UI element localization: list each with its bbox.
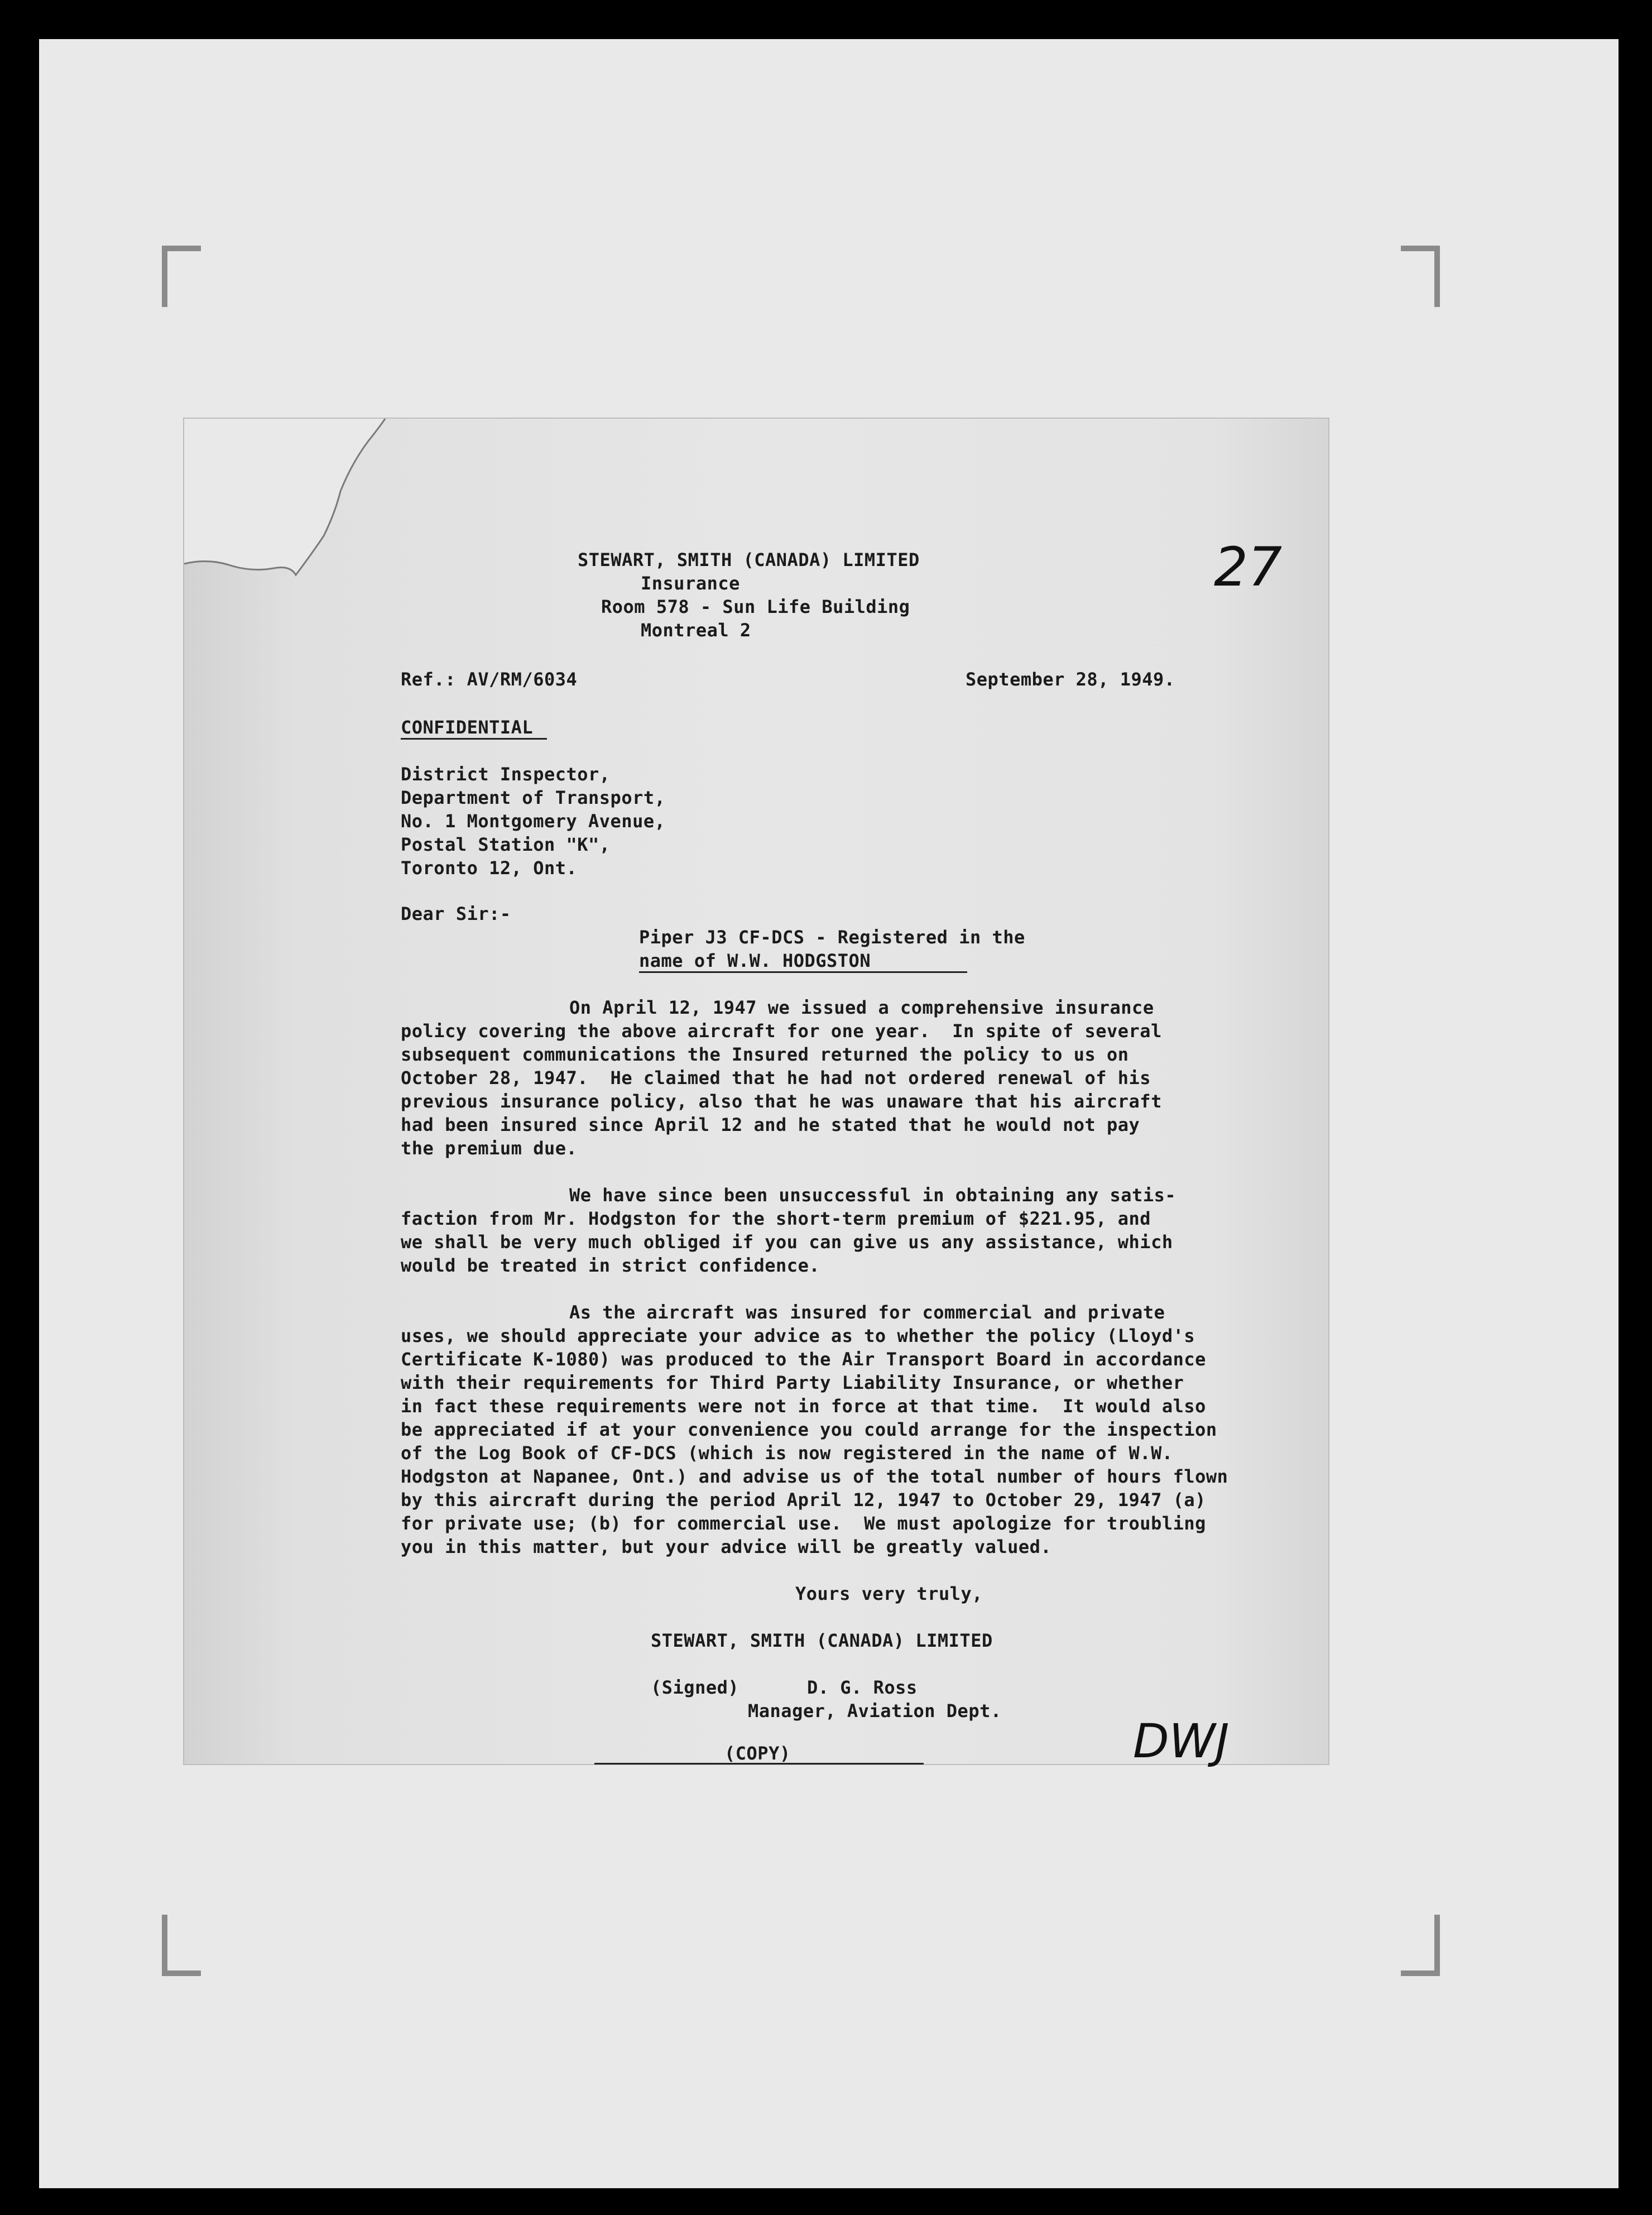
para3-line-11: you in this matter, but your advice will be greatly valued. bbox=[401, 1536, 1052, 1557]
para3-line-3: Certificate K-1080) was produced to the Air Transport Board in accordance bbox=[401, 1349, 1206, 1370]
page-number-handwritten: 27 bbox=[1214, 536, 1283, 598]
signed-label: (Signed) bbox=[651, 1677, 739, 1698]
crop-mark-bottom-left bbox=[162, 1915, 201, 1976]
letterhead-business: Insurance bbox=[641, 573, 740, 594]
closing: Yours very truly, bbox=[795, 1583, 983, 1604]
signer-name: D. G. Ross bbox=[807, 1677, 918, 1698]
microfilm-frame bbox=[39, 39, 1619, 2188]
para1-line-5: previous insurance policy, also that he was unaware that his aircraft bbox=[401, 1091, 1162, 1112]
para3-line-6: be appreciated if at your convenience you could arrange for the inspection bbox=[401, 1419, 1217, 1440]
para1-line-4: October 28, 1947. He claimed that he had not ordered renewal of his bbox=[401, 1067, 1151, 1089]
salutation: Dear Sir:- bbox=[401, 903, 511, 924]
para3-line-4: with their requirements for Third Party Liability Insurance, or whether bbox=[401, 1372, 1184, 1393]
subject-line-1: Piper J3 CF-DCS - Registered in the bbox=[639, 927, 1025, 948]
recipient-line-3: No. 1 Montgomery Avenue, bbox=[401, 811, 666, 832]
crop-mark-top-right bbox=[1401, 246, 1440, 307]
initials-handwritten: DWJ bbox=[1133, 1714, 1230, 1768]
crop-mark-top-left bbox=[162, 246, 201, 307]
signature-company: STEWART, SMITH (CANADA) LIMITED bbox=[651, 1630, 993, 1651]
confidential-underline bbox=[401, 738, 547, 740]
para2-line-3: we shall be very much obliged if you can give us any assistance, which bbox=[401, 1231, 1173, 1253]
para2-line-2: faction from Mr. Hodgston for the short-term premium of $221.95, and bbox=[401, 1208, 1151, 1229]
para3-line-10: for private use; (b) for commercial use. We must apologize for troubling bbox=[401, 1513, 1206, 1534]
para3-line-5: in fact these requirements were not in force at that time. It would also bbox=[401, 1396, 1206, 1417]
letter-page bbox=[184, 419, 1328, 1768]
subject-line-2: name of W.W. HODGSTON bbox=[639, 950, 871, 971]
recipient-line-2: Department of Transport, bbox=[401, 787, 666, 808]
para1-line-3: subsequent communications the Insured returned the policy to us on bbox=[401, 1044, 1129, 1065]
letter-date: September 28, 1949. bbox=[966, 669, 1175, 690]
para3-line-9: by this aircraft during the period April 12, 1947 to October 29, 1947 (a) bbox=[401, 1489, 1206, 1511]
recipient-line-4: Postal Station "K", bbox=[401, 834, 611, 855]
confidential-label: CONFIDENTIAL bbox=[401, 717, 534, 738]
recipient-line-5: Toronto 12, Ont. bbox=[401, 857, 578, 879]
para1-line-2: policy covering the above aircraft for one year. In spite of several bbox=[401, 1020, 1162, 1042]
para2-line-4: would be treated in strict confidence. bbox=[401, 1255, 820, 1276]
copy-mark: (COPY) bbox=[724, 1743, 791, 1764]
para1-line-6: had been insured since April 12 and he stated that he would not pay bbox=[401, 1114, 1140, 1135]
para1-line-7: the premium due. bbox=[401, 1138, 578, 1159]
para3-line-8: Hodgston at Napanee, Ont.) and advise us of the total number of hours flown bbox=[401, 1466, 1228, 1487]
para3-line-1: As the aircraft was insured for commercial and private bbox=[569, 1302, 1165, 1323]
crop-mark-bottom-right bbox=[1401, 1915, 1440, 1976]
para3-line-2: uses, we should appreciate your advice as to whether the policy (Lloyd's bbox=[401, 1325, 1195, 1346]
para1-line-1: On April 12, 1947 we issued a comprehensive insurance bbox=[569, 997, 1154, 1018]
para2-line-1: We have since been unsuccessful in obtaining any satis- bbox=[569, 1185, 1176, 1206]
torn-corner bbox=[184, 419, 419, 597]
letterhead-city: Montreal 2 bbox=[641, 620, 751, 641]
recipient-line-1: District Inspector, bbox=[401, 764, 611, 785]
subject-underline bbox=[639, 971, 967, 973]
signer-title: Manager, Aviation Dept. bbox=[748, 1700, 1002, 1722]
reference-number: Ref.: AV/RM/6034 bbox=[401, 669, 578, 690]
letterhead-address: Room 578 - Sun Life Building bbox=[601, 596, 910, 617]
letterhead-company: STEWART, SMITH (CANADA) LIMITED bbox=[578, 549, 920, 570]
para3-line-7: of the Log Book of CF-DCS (which is now registered in the name of W.W. bbox=[401, 1442, 1173, 1464]
